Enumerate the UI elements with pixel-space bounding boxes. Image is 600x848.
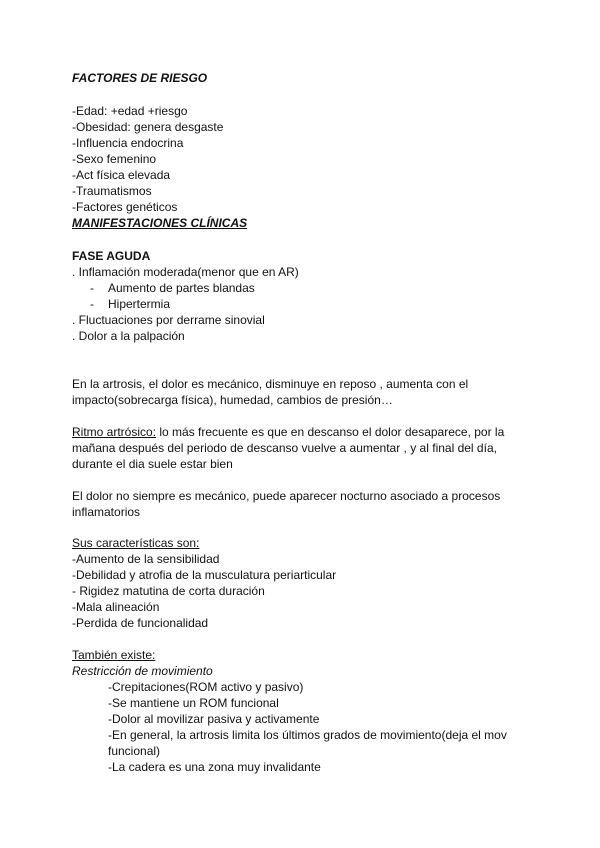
paragraph-line: En la artrosis, el dolor es mecánico, disminuye en reposo , aumenta con el [72,377,469,391]
sub-bullet-item: Hipertermia [108,297,171,311]
risk-factor-item: -Edad: +edad +riesgo [72,104,188,118]
risk-factor-item: -Traumatismos [72,184,152,198]
paragraph-text: lo más frecuente es que en descanso el dolor desaparece, por la [156,425,505,439]
restriction-item: -Dolor al movilizar pasiva y activamente [108,712,320,726]
risk-factor-item: -Factores genéticos [72,200,178,214]
risk-factor-item: -Act física elevada [72,168,171,182]
characteristic-item: -Perdida de funcionalidad [72,616,209,630]
paragraph-line [72,424,504,440]
clinical-manifestations-title: MANIFESTACIONES CLÍNICAS [72,216,248,230]
risk-factor-item: -Sexo femenino [72,152,157,166]
rhythm-label: Ritmo artrósico: [72,425,157,439]
risk-factor-item: -Influencia endocrina [72,136,184,150]
characteristic-item: -Aumento de la sensibilidad [72,552,220,566]
paragraph-line: inflamatorios [72,505,141,519]
acute-phase-title: FASE AGUDA [72,249,151,263]
risk-factors-title: FACTORES DE RIESGO [72,71,208,85]
dash-bullet: - [90,281,94,295]
paragraph-line: durante el dia suele estar bien [72,457,233,471]
characteristic-item: - Rigidez matutina de corta duración [72,584,265,598]
restriction-item: -Crepitaciones(ROM activo y pasivo) [108,680,304,694]
also-exists-title: También existe: [72,648,156,662]
restriction-item: -La cadera es una zona muy invalidante [108,760,321,774]
restriction-item: -Se mantiene un ROM funcional [108,696,279,710]
paragraph-line: mañana después del periodo de descanso vuelve a aumentar , y al final del día, [72,441,497,455]
acute-point: . Fluctuaciones por derrame sinovial [72,313,265,327]
characteristic-item: -Debilidad y atrofia de la musculatura periarticular [72,568,337,582]
restriction-item: -En general, la artrosis limita los últimos grados de movimiento(deja el mov [108,728,507,742]
characteristic-item: -Mala alineación [72,600,160,614]
restriction-item: funcional) [108,744,161,758]
acute-point: . Dolor a la palpación [72,329,185,343]
acute-point: . Inflamación moderada(menor que en AR) [72,265,299,279]
dash-bullet: - [90,297,94,311]
risk-factor-item: -Obesidad: genera desgaste [72,120,224,134]
sub-bullet-item: Aumento de partes blandas [108,281,255,295]
characteristics-title: Sus características son: [72,536,200,550]
paragraph-line: impacto(sobrecarga física), humedad, cambios de presión… [72,393,393,407]
paragraph-line: El dolor no siempre es mecánico, puede aparecer nocturno asociado a procesos [72,489,501,503]
movement-restriction-subtitle: Restricción de movimiento [72,664,213,678]
